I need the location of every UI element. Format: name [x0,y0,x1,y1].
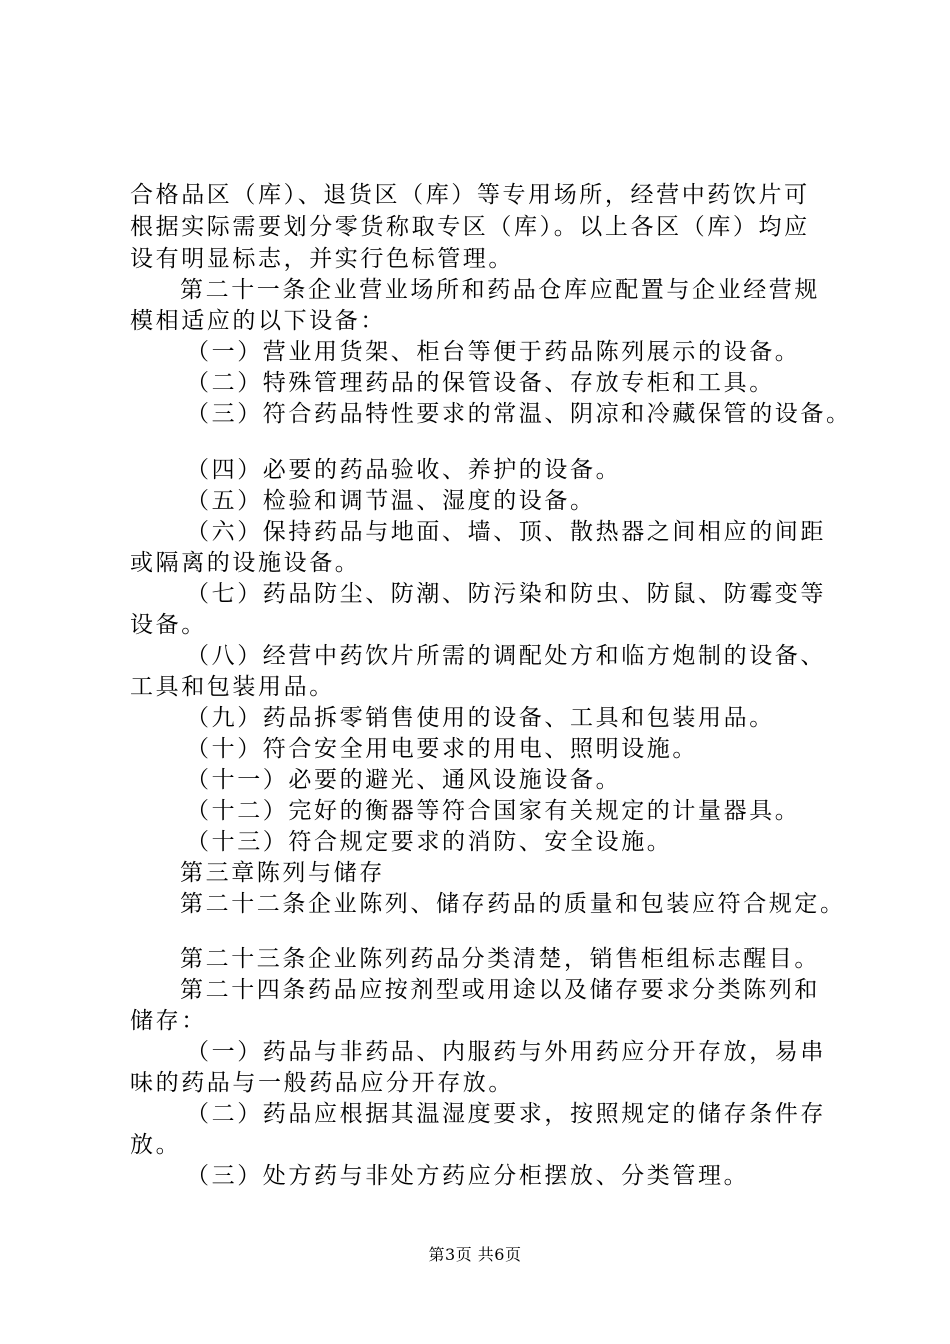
list-item: （七）药品防尘、防潮、防污染和防虫、防鼠、防霉变等 [186,581,826,607]
list-item-continuation: 或隔离的设施设备。 [130,550,361,576]
list-item: （三）符合药品特性要求的常温、阴凉和冷藏保管的设备。 [186,401,852,427]
body-text-line: 设有明显标志，并实行色标管理。 [130,246,514,272]
list-item: （十）符合安全用电要求的用电、照明设施。 [186,736,698,762]
list-item-continuation: 放。 [130,1132,182,1158]
article-21-heading: 第二十一条企业营业场所和药品仓库应配置与企业经营规 [180,277,820,303]
article-23-heading: 第二十三条企业陈列药品分类清楚，销售柜组标志醒目。 [180,946,820,972]
list-item: （十一）必要的避光、通风设施设备。 [186,767,622,793]
list-item: （三）处方药与非处方药应分柜摆放、分类管理。 [186,1163,750,1189]
article-22-heading: 第二十二条企业陈列、储存药品的质量和包装应符合规定。 [180,891,846,917]
list-item: （二）药品应根据其温湿度要求，按照规定的储存条件存 [186,1101,826,1127]
article-24-heading: 第二十四条药品应按剂型或用途以及储存要求分类陈列和 [180,977,820,1003]
body-text-line: 根据实际需要划分零货称取专区（库）。以上各区（库）均应 [130,214,810,240]
list-item: （一）药品与非药品、内服药与外用药应分开存放，易串 [186,1039,826,1065]
list-item: （二）特殊管理药品的保管设备、存放专柜和工具。 [186,370,775,396]
list-item: （一）营业用货架、柜台等便于药品陈列展示的设备。 [186,339,801,365]
body-text-line: 合格品区（库）、退货区（库）等专用场所，经营中药饮片可 [130,182,810,208]
chapter-heading: 第三章陈列与储存 [180,860,385,886]
list-item: （九）药品拆零销售使用的设备、工具和包装用品。 [186,705,775,731]
list-item: （六）保持药品与地面、墙、顶、散热器之间相应的间距 [186,519,826,545]
list-item: （十三）符合规定要求的消防、安全设施。 [186,829,673,855]
body-text-line: 模相适应的以下设备： [130,308,386,334]
list-item: （八）经营中药饮片所需的调配处方和临方炮制的设备、 [186,643,826,669]
body-text-line: 储存： [130,1008,207,1034]
list-item: （十二）完好的衡器等符合国家有关规定的计量器具。 [186,798,801,824]
list-item-continuation: 工具和包装用品。 [130,674,335,700]
page-footer: 第3页 共6页 [428,1245,522,1264]
list-item-continuation: 设备。 [130,612,207,638]
list-item: （四）必要的药品验收、养护的设备。 [186,457,622,483]
list-item-continuation: 味的药品与一般药品应分开存放。 [130,1070,514,1096]
list-item: （五）检验和调节温、湿度的设备。 [186,488,596,514]
